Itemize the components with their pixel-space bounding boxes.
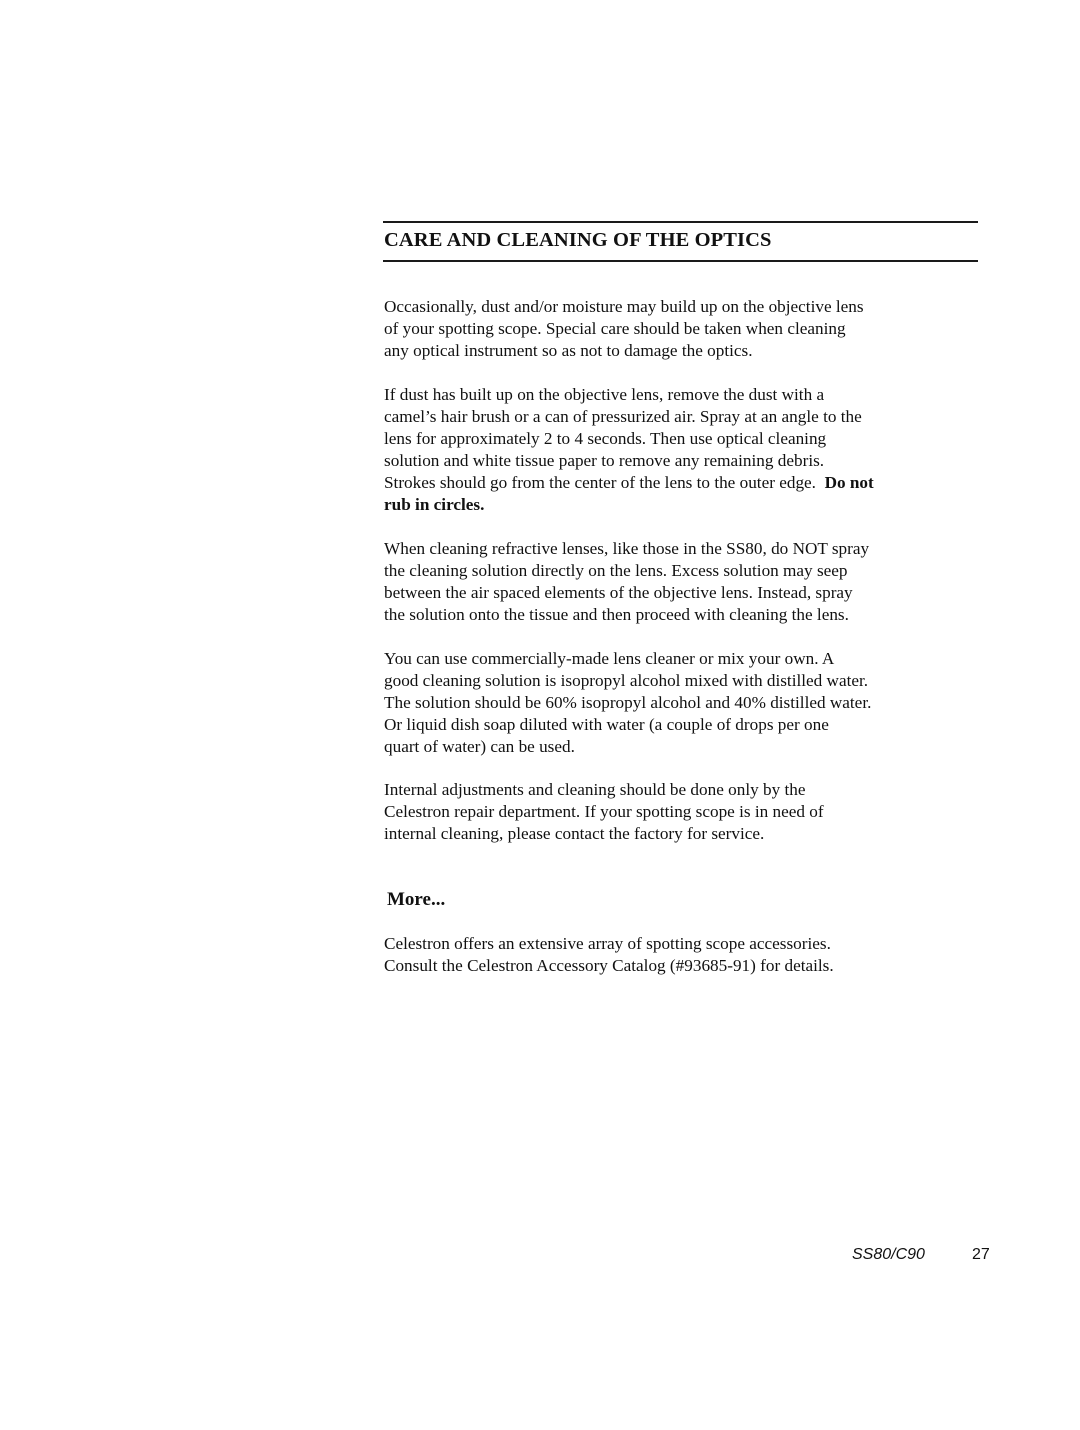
text-line: the cleaning solution directly on the lens. Excess solution may seep — [384, 561, 848, 580]
warning-text: Do not — [824, 473, 874, 492]
more-heading: More... — [387, 889, 446, 910]
text-line: Or liquid dish soap diluted with water (a couple of drops per one — [384, 715, 829, 734]
text-line: solution and white tissue paper to remove any remaining debris. — [384, 451, 825, 470]
text-line: Occasionally, dust and/or moisture may build up on the objective lens — [384, 297, 864, 316]
title-top-rule — [383, 221, 978, 223]
text-line: between the air spaced elements of the objective lens. Instead, spray — [384, 583, 853, 602]
paragraph-internal-adjustments — [384, 779, 994, 845]
text-line: The solution should be 60% isopropyl alcohol and 40% distilled water. — [384, 693, 872, 712]
text-line: internal cleaning, please contact the factory for service. — [384, 824, 765, 843]
text-line: You can use commercially-made lens cleaner or mix your own. A — [384, 649, 835, 668]
paragraph-intro — [384, 296, 994, 362]
text-line: Consult the Celestron Accessory Catalog (#93685-91) for details. — [384, 956, 834, 975]
text-line: Celestron offers an extensive array of spotting scope accessories. — [384, 934, 831, 953]
text-line: Internal adjustments and cleaning should be done only by the — [384, 780, 806, 799]
text-line: any optical instrument so as not to damage the optics. — [384, 341, 753, 360]
section-title: CARE AND CLEANING OF THE OPTICS — [384, 229, 772, 251]
text-line: of your spotting scope. Special care should be taken when cleaning — [384, 319, 846, 338]
paragraph-accessories — [384, 933, 994, 977]
paragraph-dust-removal — [384, 384, 994, 516]
warning-text: rub in circles. — [384, 495, 485, 514]
text-line: camel’s hair brush or a can of pressurized air. Spray at an angle to the — [384, 407, 862, 426]
text-line: the solution onto the tissue and then proceed with cleaning the lens. — [384, 605, 849, 624]
text-line: Celestron repair department. If your spotting scope is in need of — [384, 802, 824, 821]
text-line: quart of water) can be used. — [384, 737, 575, 756]
text-line: If dust has built up on the objective lens, remove the dust with a — [384, 385, 825, 404]
text-segment: Strokes should go from the center of the lens to the outer edge. — [384, 473, 816, 492]
text-line: When cleaning refractive lenses, like those in the SS80, do NOT spray — [384, 539, 870, 558]
title-bottom-rule — [383, 260, 978, 262]
footer-model: SS80/C90 — [852, 1246, 925, 1263]
paragraph-cleaning-solution — [384, 648, 994, 758]
text-line: lens for approximately 2 to 4 seconds. Then use optical cleaning — [384, 429, 827, 448]
page-number: 27 — [972, 1246, 990, 1263]
text-line — [384, 472, 994, 494]
paragraph-refractive-lenses — [384, 538, 994, 626]
text-line: good cleaning solution is isopropyl alcohol mixed with distilled water. — [384, 671, 869, 690]
